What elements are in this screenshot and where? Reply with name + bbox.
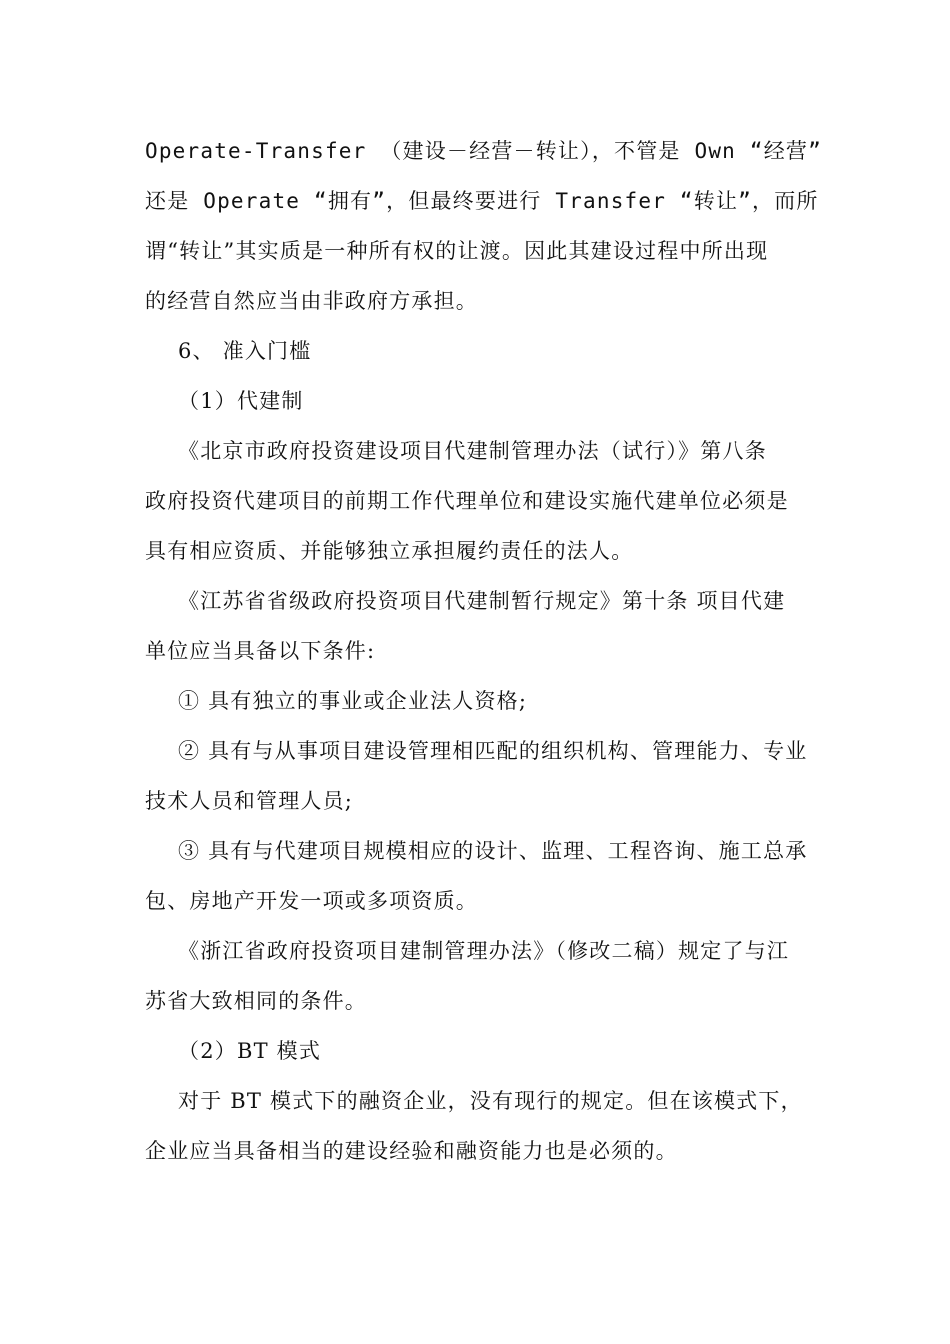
paragraph-line: 谓“转让”其实质是一种所有权的让渡。因此其建设过程中所出现 (145, 239, 769, 263)
list-item: ③ 具有与代建项目规模相应的设计、监理、工程咨询、施工总承 (178, 839, 808, 863)
paragraph-line: 苏省大致相同的条件。 (145, 989, 367, 1013)
paragraph-line: 《浙江省政府投资项目建制管理办法》（修改二稿）规定了与江 (178, 939, 790, 963)
paragraph-line: 企业应当具备相当的建设经验和融资能力也是必须的。 (145, 1139, 678, 1163)
paragraph-line: Operate-Transfer （建设－经营－转让），不管是 Own “经营” (145, 139, 822, 163)
list-item: ① 具有独立的事业或企业法人资格; (178, 689, 528, 713)
list-item-continuation: 技术人员和管理人员; (145, 789, 354, 813)
paragraph-line: 单位应当具备以下条件: (145, 639, 376, 663)
paragraph-line: 的经营自然应当由非政府方承担。 (145, 289, 478, 313)
section-heading: 6、 准入门槛 (178, 339, 312, 363)
paragraph-line: 《北京市政府投资建设项目代建制管理办法（试行）》第八条 (178, 439, 767, 463)
paragraph-line: 《江苏省省级政府投资项目代建制暂行规定》第十条 项目代建 (178, 589, 786, 613)
list-item: ② 具有与从事项目建设管理相匹配的组织机构、管理能力、专业 (178, 739, 808, 763)
subsection-heading: （1）代建制 (178, 389, 304, 413)
paragraph-line: 具有相应资质、并能够独立承担履约责任的法人。 (145, 539, 634, 563)
paragraph-line: 还是 Operate “拥有”，但最终要进行 Transfer “转让”，而所 (145, 189, 819, 213)
list-item-continuation: 包、房地产开发一项或多项资质。 (145, 889, 478, 913)
subsection-heading: （2）BT 模式 (178, 1039, 322, 1063)
paragraph-line: 对于 BT 模式下的融资企业，没有现行的规定。但在该模式下， (178, 1089, 803, 1113)
paragraph-line: 政府投资代建项目的前期工作代理单位和建设实施代建单位必须是 (145, 489, 789, 513)
